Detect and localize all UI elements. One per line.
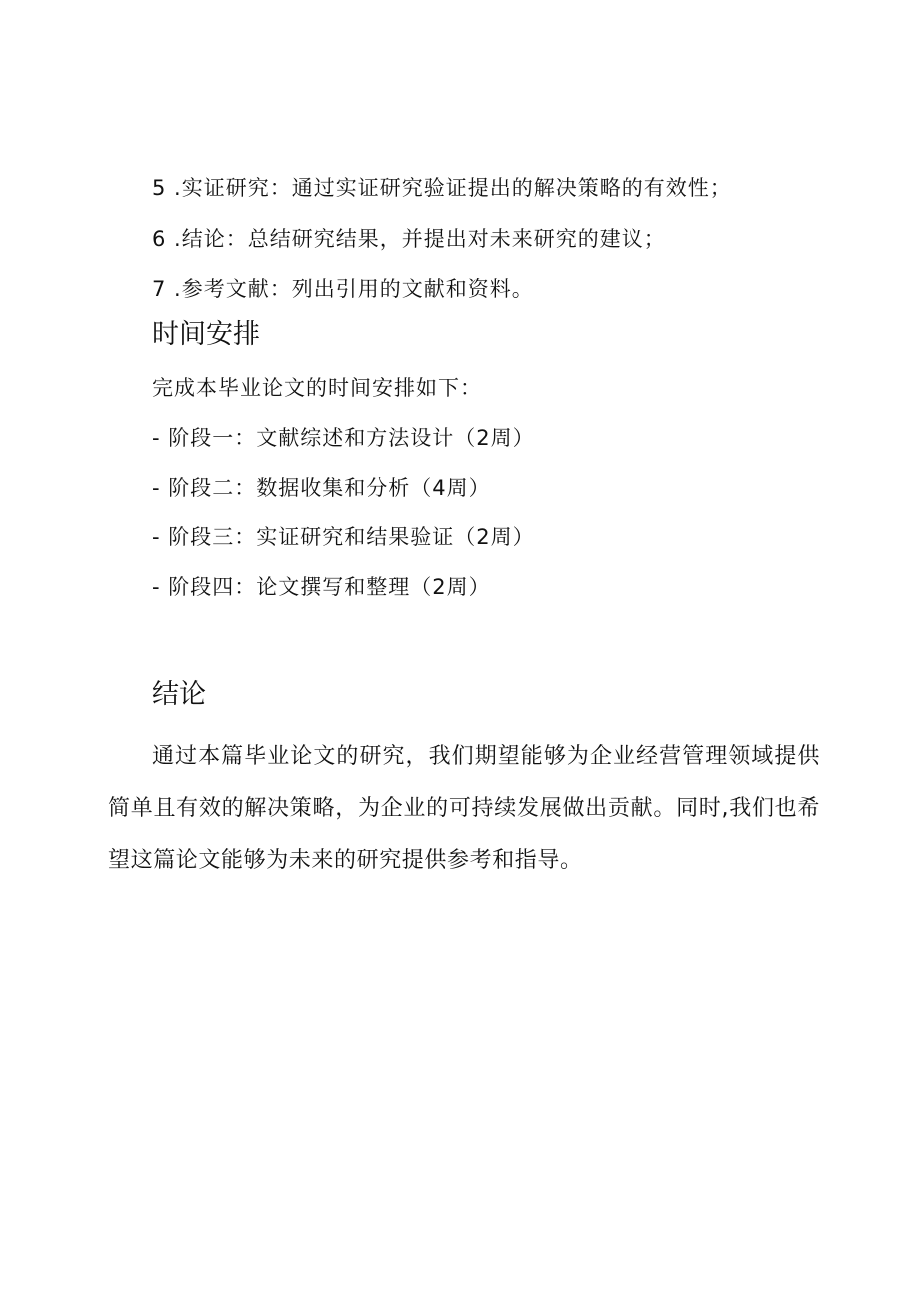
schedule-phase-3: - 阶段三：实证研究和结果验证（2周） <box>152 525 535 549</box>
method-step-5: 5 .实证研究：通过实证研究验证提出的解决策略的有效性； <box>152 176 732 200</box>
schedule-intro: 完成本毕业论文的时间安排如下： <box>152 376 482 400</box>
method-step-6: 6 .结论：总结研究结果，并提出对未来研究的建议； <box>152 227 666 251</box>
method-step-7: 7 .参考文献：列出引用的文献和资料。 <box>152 277 534 301</box>
schedule-phase-1: - 阶段一：文献综述和方法设计（2周） <box>152 426 535 450</box>
schedule-heading: 时间安排 <box>152 319 260 350</box>
conclusion-paragraph: 通过本篇毕业论文的研究，我们期望能够为企业经营管理领域提供简单且有效的解决策略，为企业的可持续发展做出贡献。同时,我们也希望这篇论文能够为未来的研究提供参考和指导。 <box>108 744 820 873</box>
schedule-phase-2: - 阶段二：数据收集和分析（4周） <box>152 476 491 500</box>
schedule-phase-4: - 阶段四：论文撰写和整理（2周） <box>152 575 491 599</box>
conclusion-heading: 结论 <box>152 679 206 710</box>
